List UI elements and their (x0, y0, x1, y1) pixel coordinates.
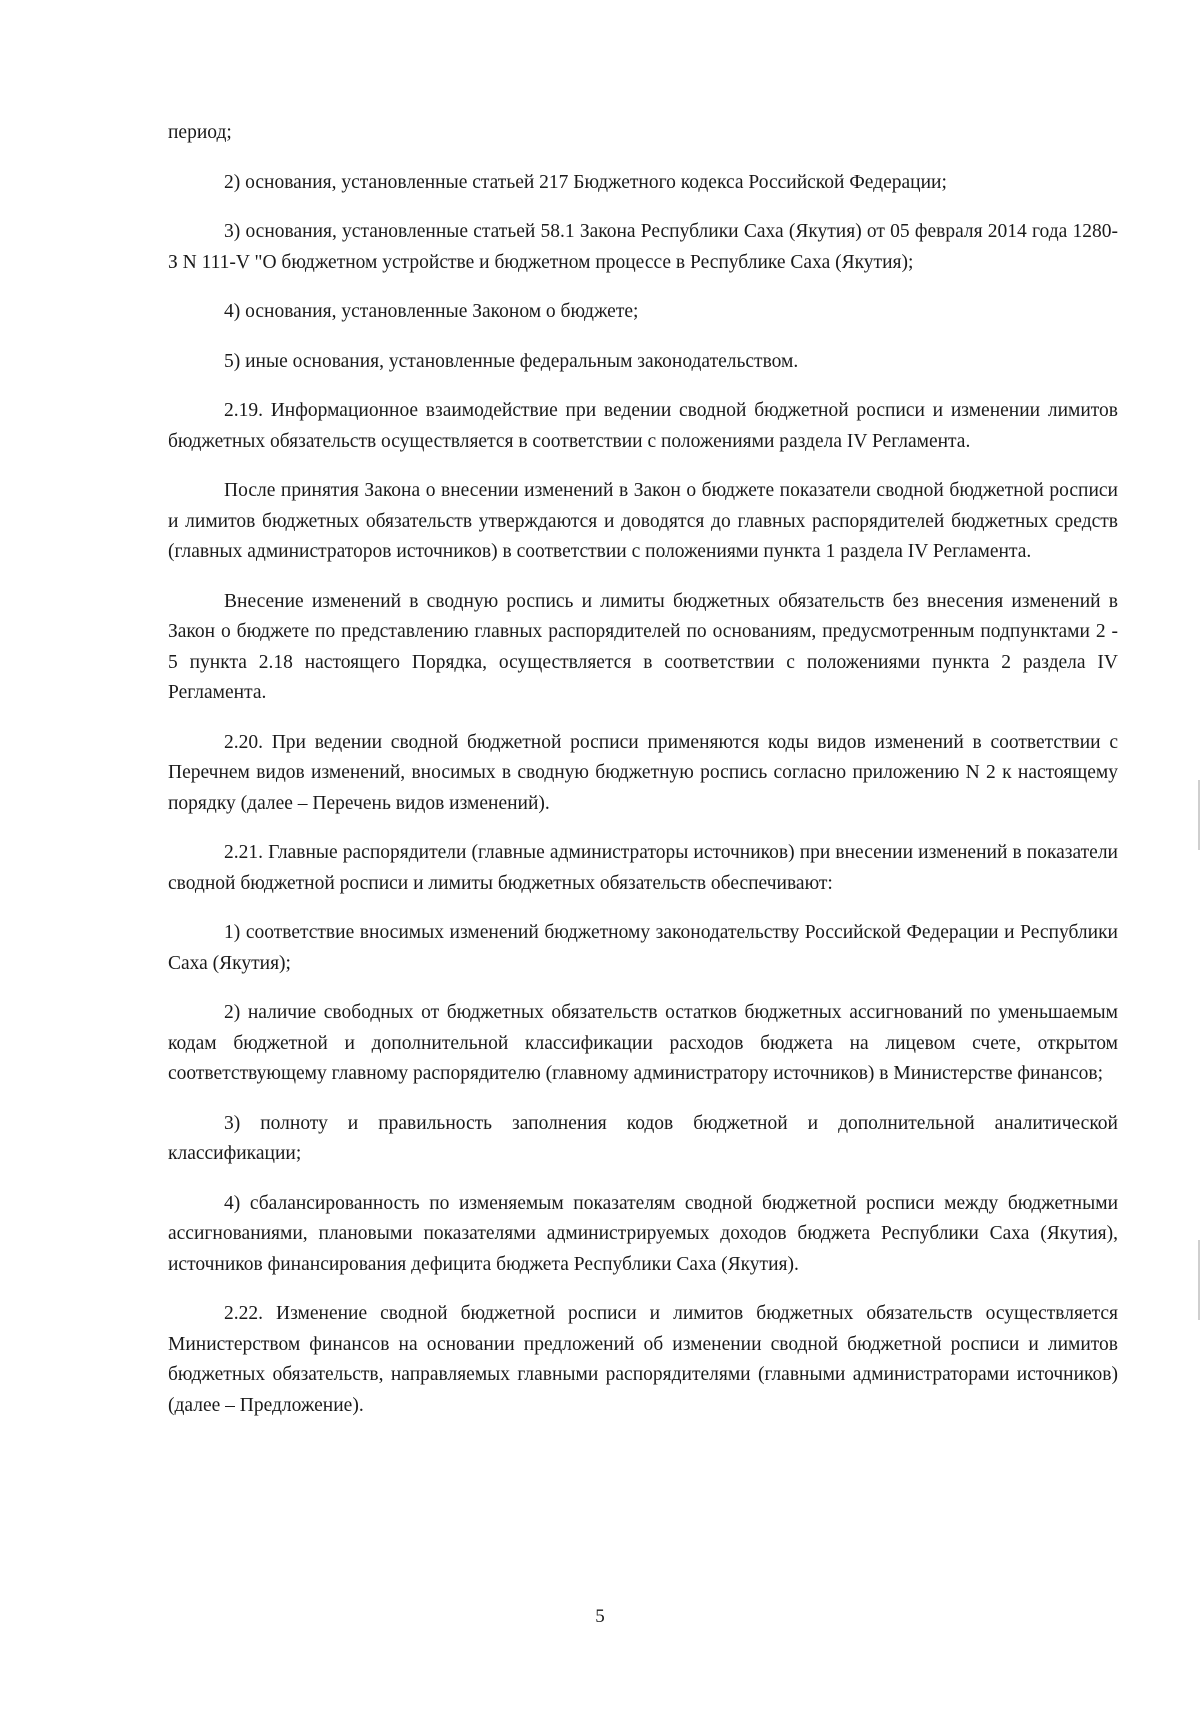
paragraph-item-5-grounds: 5) иные основания, установленные федеральным законодательством. (224, 350, 799, 372)
paragraph-2-19: 2.19. Информационное взаимодействие при ведении сводной бюджетной росписи и изменении лимитов бюджетных обязательств осуществляется в соответствии с положениями раздела IV Регламента. (168, 400, 1118, 452)
paragraph-changes-without-law: Внесение изменений в сводную роспись и лимиты бюджетных обязательств без внесения изменений в Закон о бюджете по представлению главных распорядителей по основаниям, предусмотренным подпунктами 2 - 5 пункта 2.18 настоящего Порядка, осуществляется в соответствии с положениями пункта 2 раздела IV Регламента. (168, 590, 1118, 703)
paragraph-item-4-grounds: 4) основания, установленные Законом о бюджете; (224, 301, 639, 322)
paragraph-2-20: 2.20. При ведении сводной бюджетной росписи применяются коды видов изменений в соответствии с Перечнем видов изменений, вносимых в сводную бюджетную роспись согласно приложению N 2 к настоящему порядку (далее – Перечень видов изменений). (168, 731, 1118, 814)
page-number: 5 (595, 1606, 605, 1627)
paragraph-2-21-item-1: 1) соответствие вносимых изменений бюджетному законодательству Российской Федерации и Республики Саха (Якутия); (168, 922, 1118, 974)
document-body (168, 118, 1118, 1440)
paragraph-item-2-grounds: 2) основания, установленные статьей 217 Бюджетного кодекса Российской Федерации; (224, 171, 947, 193)
paragraph-item-3-grounds: 3) основания, установленные статьей 58.1 Закона Республики Саха (Якутия) от 05 февраля 2014 года 1280-З N 111-V "О бюджетном устройстве и бюджетном процессе в Республике Саха (Якутия); (168, 221, 1118, 273)
paragraph-period-continuation: период; (168, 122, 232, 143)
paragraph-2-21-item-3: 3) полноту и правильность заполнения кодов бюджетной и дополнительной аналитической классификации; (168, 1112, 1118, 1164)
paragraph-2-22: 2.22. Изменение сводной бюджетной росписи и лимитов бюджетных обязательств осуществляется Министерством финансов на основании предложений об изменении сводной бюджетной росписи и лимитов бюджетных обязательств, направляемых главными распорядителями (главными администраторами источников) (далее – Предложение). (168, 1303, 1118, 1416)
paragraph-2-21: 2.21. Главные распорядители (главные администраторы источников) при внесении изменений в показатели сводной бюджетной росписи и лимиты бюджетных обязательств обеспечивают: (168, 842, 1118, 894)
paragraph-after-law-adoption: После принятия Закона о внесении изменений в Закон о бюджете показатели сводной бюджетной росписи и лимитов бюджетных обязательств утверждаются и доводятся до главных распорядителей бюджетных средств (главных администраторов источников) в соответствии с положениями пункта 1 раздела IV Регламента. (168, 480, 1118, 562)
paragraph-2-21-item-2: 2) наличие свободных от бюджетных обязательств остатков бюджетных ассигнований по уменьшаемым кодам бюджетной и дополнительной классификации расходов бюджета на лицевом счете, открытом соответствующему главному распорядителю (главному администратору источников) в Министерстве финансов; (168, 1002, 1118, 1084)
paragraph-2-21-item-4: 4) сбалансированность по изменяемым показателям сводной бюджетной росписи между бюджетными ассигнованиями, плановыми показателями администрируемых доходов бюджета Республики Саха (Якутия), источников финансирования дефицита бюджета Республики Саха (Якутия). (168, 1192, 1118, 1275)
